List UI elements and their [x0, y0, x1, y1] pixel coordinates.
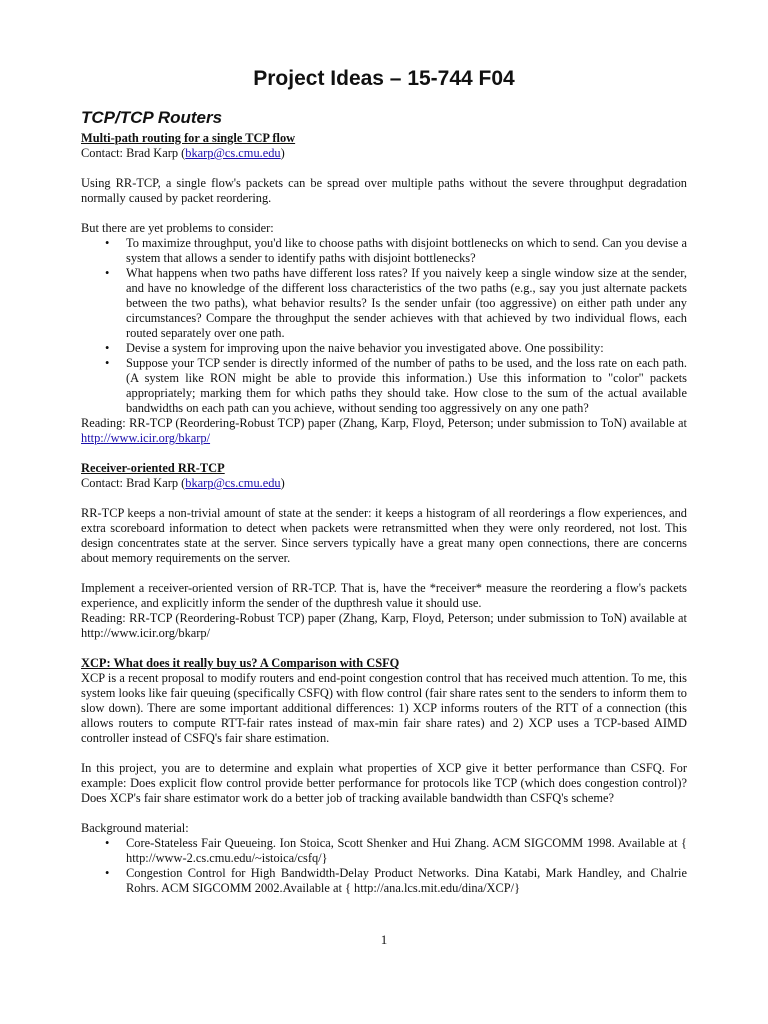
bullet-icon: •: [105, 356, 110, 370]
paragraph: Implement a receiver-oriented version of RR-TCP. That is, have the *receiver* measure the reordering a flow's packets experience, and explicitly inform the sender of the dupthresh value it should use.: [81, 581, 687, 610]
paragraph: In this project, you are to determine and explain what properties of XCP give it better performance than CSFQ. For example: Does explicit flow control provide better performance for protocols like TCP (which does congestion control)? Does XCP's fair share estimator work do a better job of tracking available bandwidth than CSFQ's scheme?: [81, 761, 687, 805]
spacer: [81, 161, 687, 176]
list-item-text: What happens when two paths have different loss rates? If you naively keep a single window size at the sender, and have no knowledge of the different loss characteristics of the two paths (e.g., say you just alternate packets between the two paths), what behavior results? Is the sender unfair (too aggressive) on either path under any circumstances? Compare the throughput the sender achieves with that achieved by two individual flows, each routed separately over one path.: [126, 266, 687, 340]
list-item-text: Core-Stateless Fair Queueing. Ion Stoica, Scott Shenker and Hui Zhang. ACM SIGCOMM 1998. Available at { http://www-2.cs.cmu.edu/~istoica/csfq/}: [126, 836, 687, 865]
page-number: 1: [380, 932, 388, 947]
bullet-icon: •: [105, 236, 110, 250]
list-item-text: Suppose your TCP sender is directly informed of the number of paths to be used, and the loss rate on each path. (A system like RON might be able to provide this information.) Use this information to "color" packets appropriately; marking them for which paths they should take. How close to the sum of the actual available bandwidths on each path can you achieve, without sending too aggressively on any one path?: [126, 356, 687, 415]
project-heading-xcp: XCP: What does it really buy us? A Comparison with CSFQ: [81, 656, 400, 670]
spacer: [81, 641, 687, 656]
spacer: [81, 206, 687, 221]
problems-list: [81, 236, 687, 416]
background-list: [81, 836, 687, 896]
list-item: [81, 236, 687, 266]
project-heading-multipath: Multi-path routing for a single TCP flow: [81, 131, 296, 145]
bullet-icon: •: [105, 266, 110, 280]
contact-email-link[interactable]: bkarp@cs.cmu.edu: [185, 476, 281, 490]
contact-suffix: ): [280, 476, 285, 490]
spacer: [81, 566, 687, 581]
contact-prefix: Contact: Brad Karp (: [81, 476, 186, 490]
problems-lead: But there are yet problems to consider:: [81, 221, 274, 235]
contact-line: [81, 476, 687, 491]
list-item: [81, 356, 687, 416]
spacer: [81, 446, 687, 461]
list-item: [81, 866, 687, 896]
spacer: [81, 806, 687, 821]
bullet-icon: •: [105, 836, 110, 850]
list-item: [81, 836, 687, 866]
paragraph: XCP is a recent proposal to modify routers and end-point congestion control that has received much attention. To me, this system looks like fair queuing (specifically CSFQ) with flow control (fair share rates sent to the senders to inform them to slow down). There are some important additional differences: 1) XCP informs routers of the RTT of a connection (this allows routers to compute RTT-fair rates instead of max-min fair share rates) and 2) XCP uses a TCP-based AIMD controller instead of CSFQ's fair share estimation.: [81, 671, 687, 745]
project-heading-receiver-rr-tcp: Receiver-oriented RR-TCP: [81, 461, 225, 475]
bullet-icon: •: [105, 866, 110, 880]
spacer: [81, 746, 687, 761]
contact-prefix: Contact: Brad Karp (: [81, 146, 186, 160]
list-item-text: Devise a system for improving upon the naive behavior you investigated above. One possibility:: [126, 341, 604, 355]
contact-suffix: ): [280, 146, 285, 160]
project-intro: Using RR-TCP, a single flow's packets can be spread over multiple paths without the severe throughput degradation normally caused by packet reordering.: [81, 176, 687, 205]
paragraph: RR-TCP keeps a non-trivial amount of state at the sender: it keeps a histogram of all reorderings a flow experiences, and extra scoreboard information to detect when packets were retransmitted when they were only reordered, not lost. This design concentrates state at the server. Since servers typically have a great many open connections, there are concerns about memory requirements on the server.: [81, 506, 687, 565]
list-item-text: Congestion Control for High Bandwidth-Delay Product Networks. Dina Katabi, Mark Handley, and Chalrie Rohrs. ACM SIGCOMM 2002.Available at { http://ana.lcs.mit.edu/dina/XCP/}: [126, 866, 687, 895]
document-page: [81, 66, 687, 896]
spacer: [81, 491, 687, 506]
list-item: [81, 341, 687, 356]
reading-text: Reading: RR-TCP (Reordering-Robust TCP) paper (Zhang, Karp, Floyd, Peterson; under submission to ToN) available at: [81, 416, 687, 430]
reading-link[interactable]: http://www.icir.org/bkarp/: [81, 431, 211, 445]
page-title: Project Ideas – 15-744 F04: [253, 67, 515, 90]
section-heading-tcp-routers: TCP/TCP Routers: [81, 108, 223, 127]
list-item-text: To maximize throughput, you'd like to choose paths with disjoint bottlenecks on which to send. Can you devise a system that allows a sender to identify paths with disjoint bottlenecks?: [126, 236, 687, 265]
contact-email-link[interactable]: bkarp@cs.cmu.edu: [185, 146, 281, 160]
bullet-icon: •: [105, 341, 110, 355]
reading-line: [81, 416, 687, 446]
contact-line: [81, 146, 687, 161]
reading-text: Reading: RR-TCP (Reordering-Robust TCP) paper (Zhang, Karp, Floyd, Peterson; under submission to ToN) available at http://www.icir.org/bkarp/: [81, 611, 687, 640]
list-item: [81, 266, 687, 341]
background-label: Background material:: [81, 821, 189, 835]
